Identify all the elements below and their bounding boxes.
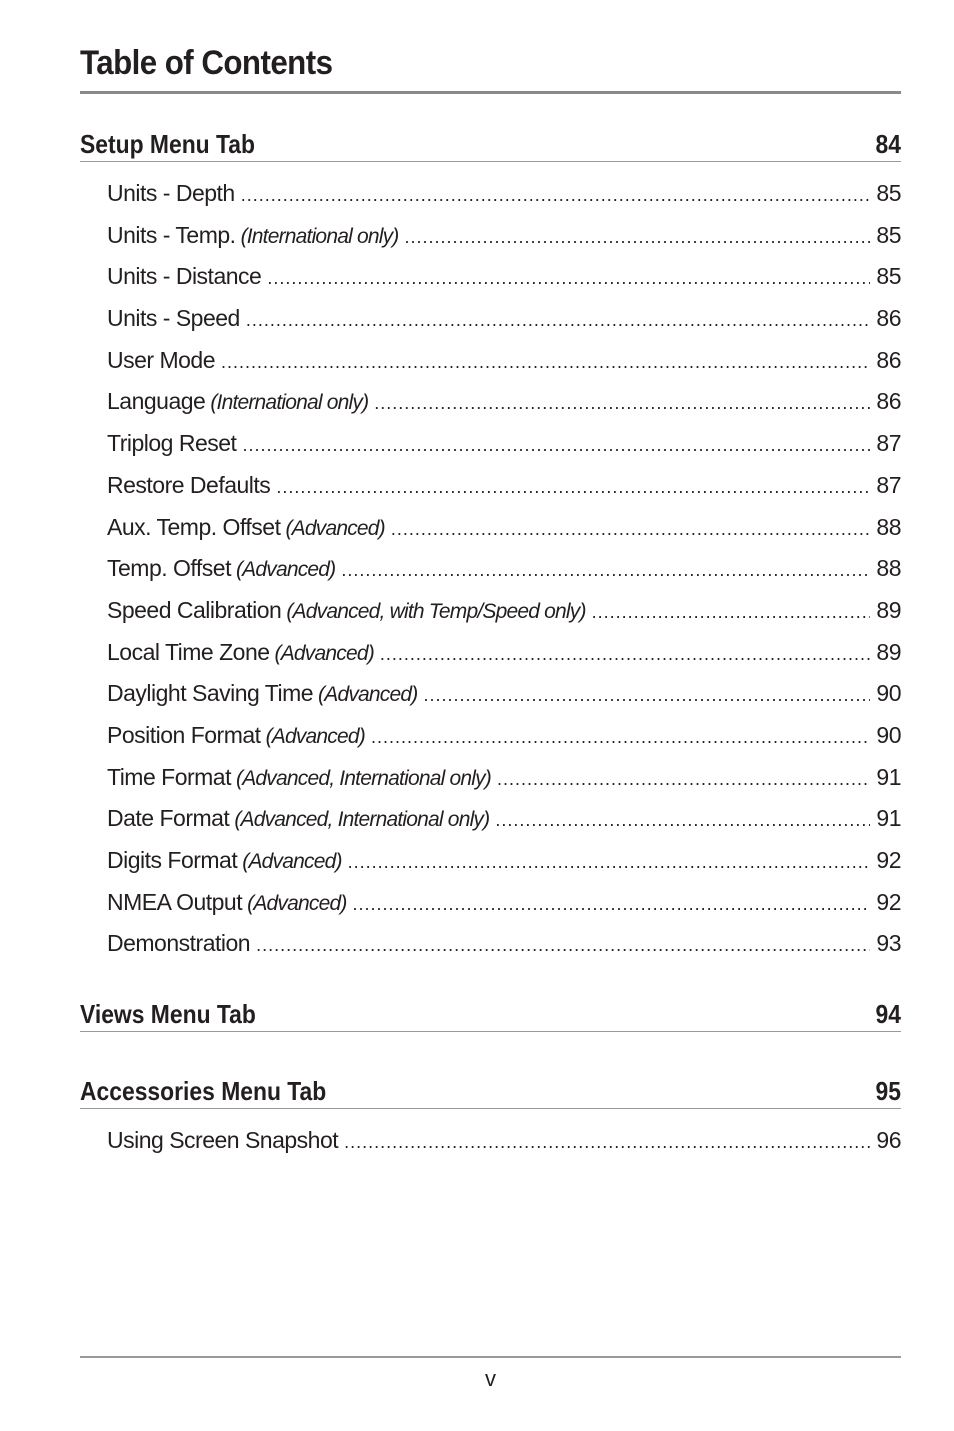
entry-text: Units - Distance xyxy=(107,263,262,290)
entry-text: Demonstration xyxy=(107,930,251,957)
footer-rule xyxy=(80,1356,901,1358)
entry-text: Language xyxy=(107,388,206,415)
toc-entry-triplog-reset[interactable] xyxy=(107,423,901,465)
entry-page: 90 xyxy=(876,680,901,707)
toc-entry-aux-temp-offset[interactable] xyxy=(107,507,901,549)
entry-note: (International only) xyxy=(240,224,399,248)
toc-entry-language[interactable] xyxy=(107,381,901,423)
entry-page: 85 xyxy=(876,221,901,248)
dot-leader xyxy=(256,925,870,965)
entry-page: 86 xyxy=(876,388,901,415)
entry-page: 88 xyxy=(876,513,901,540)
entry-note: (Advanced, International only) xyxy=(234,808,490,832)
toc-entry-speed-calibration[interactable] xyxy=(107,590,901,632)
section-heading-page: 94 xyxy=(875,999,901,1029)
toc-entry-using-screen-snapshot[interactable] xyxy=(107,1120,901,1162)
entry-note: (Advanced) xyxy=(274,641,374,665)
entry-text: Date Format xyxy=(107,805,230,832)
footer-page-number: v xyxy=(485,1366,496,1391)
toc-page xyxy=(80,0,901,1431)
entry-page: 88 xyxy=(876,555,901,582)
dot-leader xyxy=(495,800,870,840)
dot-leader xyxy=(242,425,870,465)
entry-note: (Advanced) xyxy=(285,516,385,540)
entry-note: (Advanced, with Temp/Speed only) xyxy=(286,599,586,623)
dot-leader xyxy=(353,884,871,924)
entry-text: User Mode xyxy=(107,346,215,373)
entry-text: Temp. Offset xyxy=(107,555,231,582)
entry-page: 91 xyxy=(876,763,901,790)
dot-leader xyxy=(497,759,870,799)
dot-leader xyxy=(592,592,871,632)
entry-page: 90 xyxy=(876,721,901,748)
entry-page: 92 xyxy=(876,888,901,915)
dot-leader xyxy=(221,342,870,382)
entry-page: 89 xyxy=(876,638,901,665)
toc-entry-nmea-output[interactable] xyxy=(107,882,901,924)
entry-page: 96 xyxy=(876,1127,901,1153)
section-accessories-menu-tab xyxy=(80,1074,901,1162)
entry-text: Using Screen Snapshot xyxy=(107,1127,339,1153)
entry-note: (International only) xyxy=(210,391,369,415)
entry-text: Units - Speed xyxy=(107,305,240,332)
entry-page: 85 xyxy=(876,180,901,206)
entry-page: 92 xyxy=(876,847,901,873)
toc-entry-time-format[interactable] xyxy=(107,757,901,799)
entry-note: (Advanced) xyxy=(235,558,336,582)
section-entries xyxy=(80,173,901,965)
entry-note: (Advanced) xyxy=(265,724,365,748)
entry-page: 93 xyxy=(876,930,901,957)
entry-text: Units - Depth xyxy=(107,180,235,206)
section-views-menu-tab xyxy=(80,997,901,1032)
entry-text: Aux. Temp. Offset xyxy=(107,513,281,540)
dot-leader xyxy=(246,300,871,340)
section-heading-label: Accessories Menu Tab xyxy=(80,1076,327,1106)
entry-text: Position Format xyxy=(107,721,261,748)
entry-page: 86 xyxy=(876,305,901,332)
section-heading-page: 95 xyxy=(875,1076,901,1106)
page-title: Table of Contents xyxy=(80,44,333,82)
toc-entry-digits-format[interactable] xyxy=(107,840,901,882)
dot-leader xyxy=(371,717,870,757)
dot-leader xyxy=(267,258,870,298)
toc-entry-daylight-saving-time[interactable] xyxy=(107,673,901,715)
toc-entry-temp-offset[interactable] xyxy=(107,548,901,590)
dot-leader xyxy=(276,467,870,507)
entry-note: (Advanced, International only) xyxy=(236,766,491,790)
toc-entry-units-depth[interactable] xyxy=(107,173,901,215)
entry-text: NMEA Output xyxy=(107,888,243,915)
title-rule xyxy=(80,91,901,94)
section-heading[interactable] xyxy=(80,127,901,162)
toc-entry-units-distance[interactable] xyxy=(107,256,901,298)
section-entries xyxy=(80,1120,901,1162)
entry-page: 87 xyxy=(876,430,901,457)
entry-text: Restore Defaults xyxy=(107,471,271,498)
dot-leader xyxy=(344,1122,870,1162)
entry-note: (Advanced) xyxy=(247,891,347,915)
section-heading[interactable] xyxy=(80,997,901,1032)
section-heading-page: 84 xyxy=(875,129,901,159)
dot-leader xyxy=(423,675,870,715)
entry-note: (Advanced) xyxy=(242,850,342,873)
entry-text: Time Format xyxy=(107,763,231,790)
toc-entry-local-time-zone[interactable] xyxy=(107,632,901,674)
toc-entry-demonstration[interactable] xyxy=(107,923,901,965)
dot-leader xyxy=(241,175,871,215)
dot-leader xyxy=(405,217,871,257)
entry-page: 91 xyxy=(876,805,901,832)
dot-leader xyxy=(341,550,870,590)
dot-leader xyxy=(348,842,871,882)
dot-leader xyxy=(380,634,870,674)
toc-entry-date-format[interactable] xyxy=(107,798,901,840)
toc-entry-restore-defaults[interactable] xyxy=(107,465,901,507)
toc-entry-position-format[interactable] xyxy=(107,715,901,757)
section-heading[interactable] xyxy=(80,1074,901,1109)
entry-page: 87 xyxy=(876,471,901,498)
section-heading-label: Setup Menu Tab xyxy=(80,129,255,159)
entry-text: Local Time Zone xyxy=(107,638,270,665)
entry-text: Units - Temp. xyxy=(107,221,236,248)
toc-entry-units-speed[interactable] xyxy=(107,298,901,340)
toc-entry-units-temp[interactable] xyxy=(107,215,901,257)
dot-leader xyxy=(374,383,870,423)
toc-entry-user-mode[interactable] xyxy=(107,340,901,382)
entry-text: Speed Calibration xyxy=(107,596,282,623)
entry-text: Daylight Saving Time xyxy=(107,680,314,707)
section-heading-label: Views Menu Tab xyxy=(80,999,256,1029)
entry-page: 85 xyxy=(876,263,901,290)
entry-text: Triplog Reset xyxy=(107,430,237,457)
entry-note: (Advanced) xyxy=(318,683,418,707)
section-setup-menu-tab xyxy=(80,127,901,965)
dot-leader xyxy=(391,509,871,549)
entry-page: 89 xyxy=(876,596,901,623)
entry-text: Digits Format xyxy=(107,847,238,873)
entry-page: 86 xyxy=(876,346,901,373)
